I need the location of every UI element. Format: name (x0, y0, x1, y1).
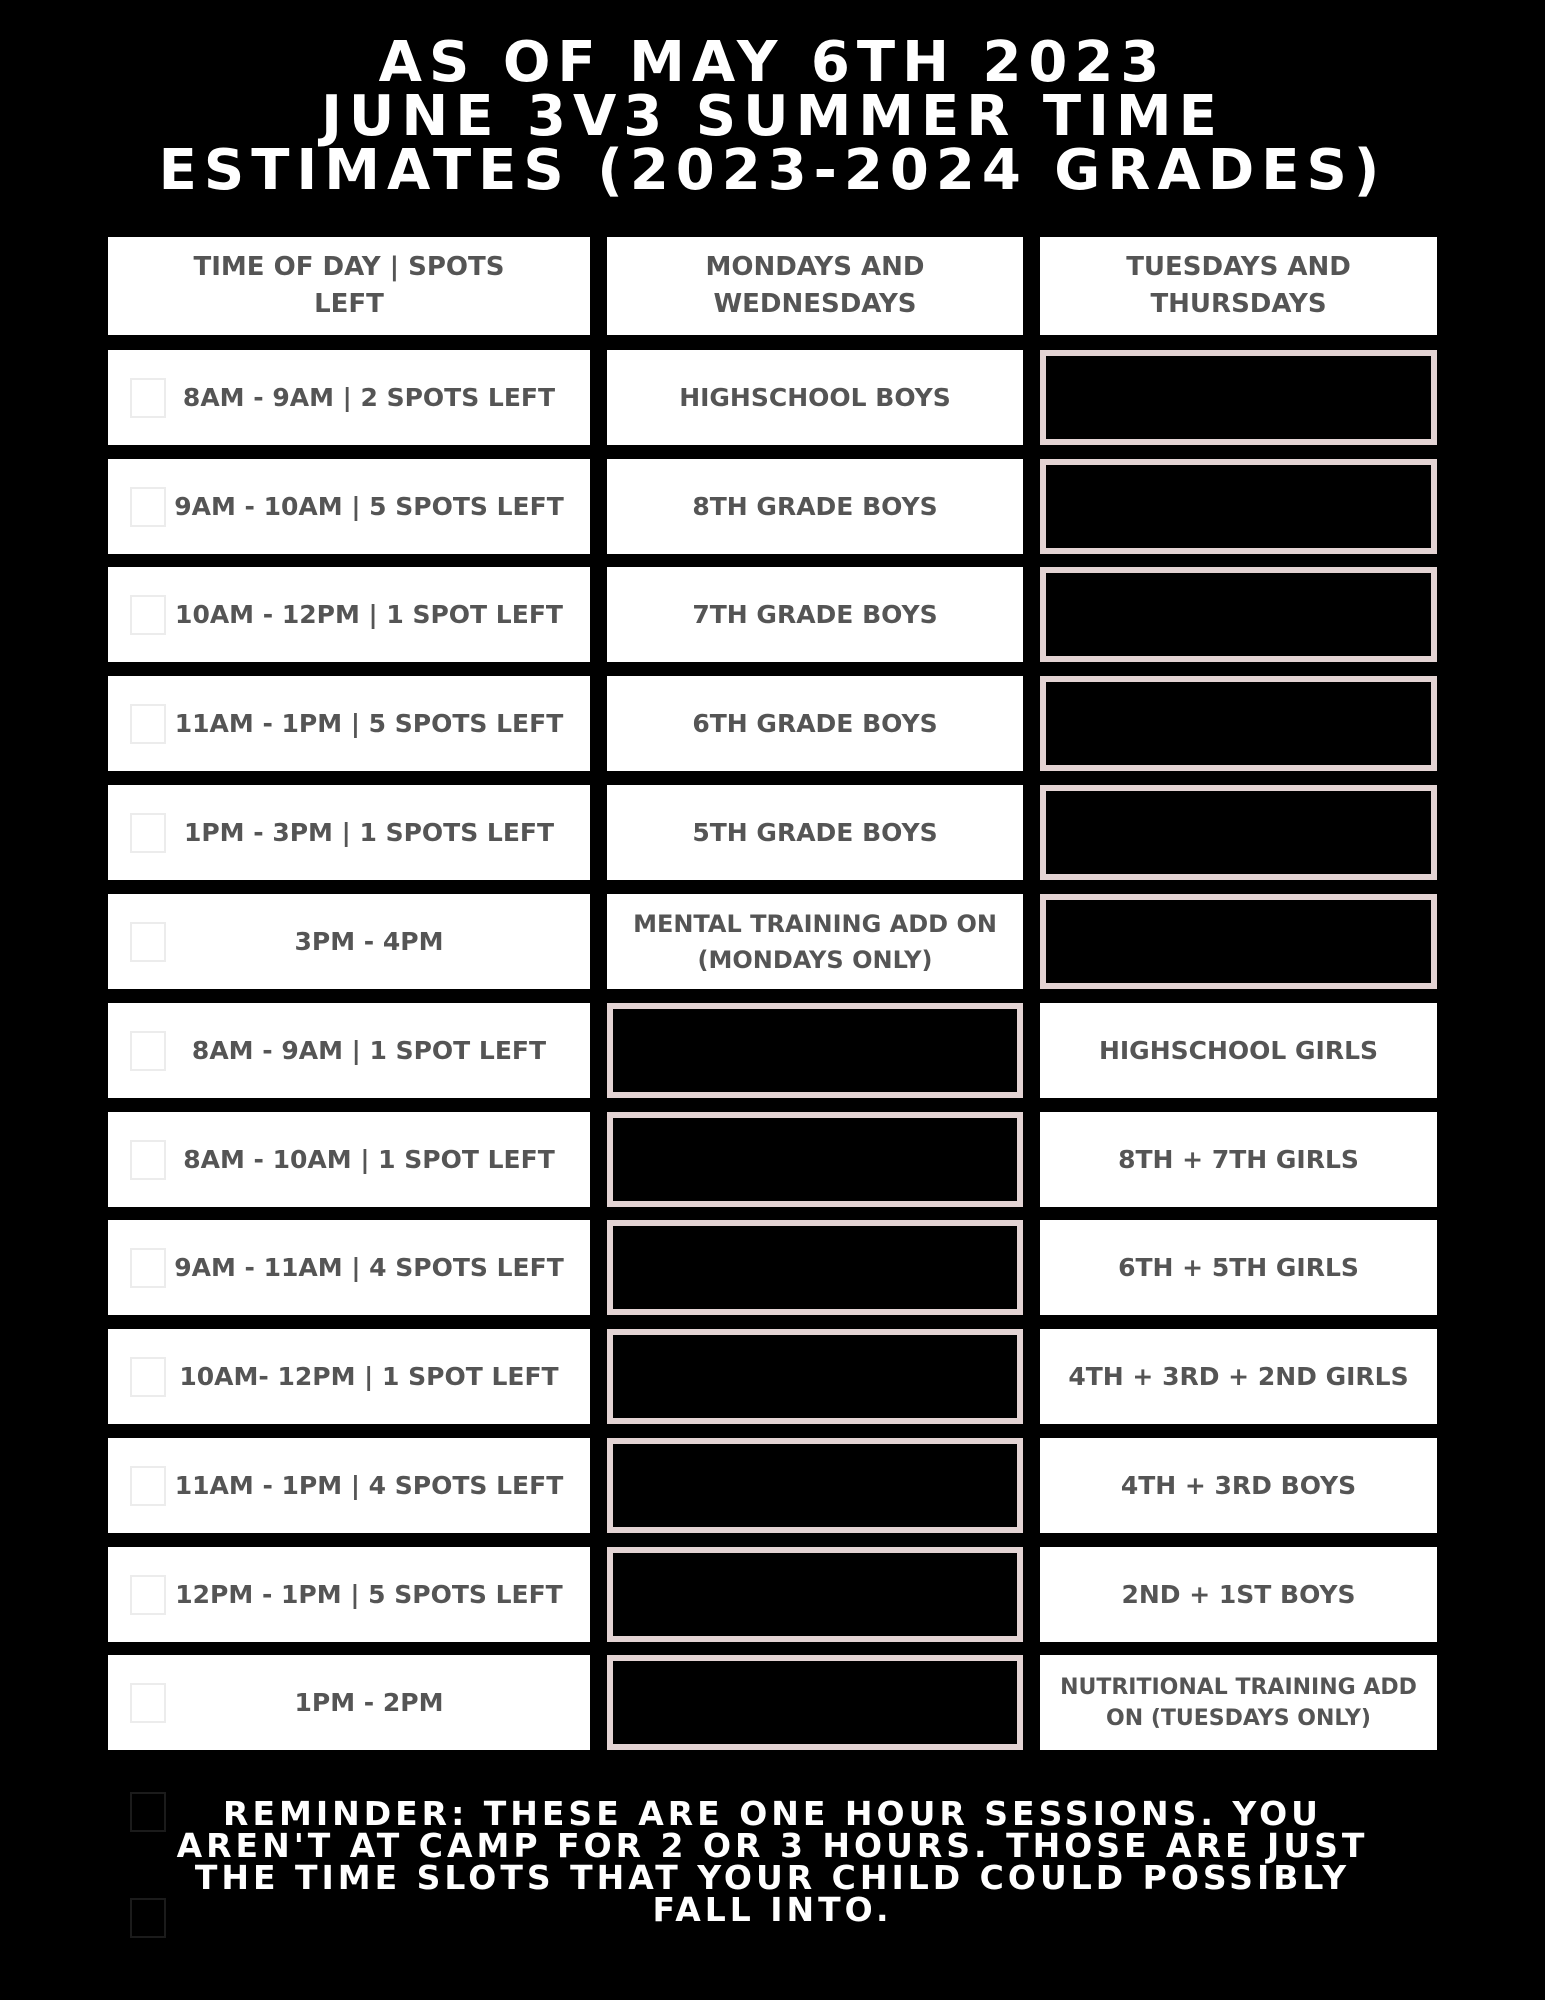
table-row-time[interactable] (108, 676, 590, 771)
tue-thu-session: 4TH + 3RD + 2ND GIRLS (1040, 1329, 1437, 1424)
mon-wed-empty-slot (607, 1112, 1023, 1207)
mon-wed-session: 8TH GRADE BOYS (607, 459, 1023, 554)
time-slot-label: 8AM - 9AM | 1 SPOT LEFT (191, 1036, 547, 1065)
time-slot-label: 9AM - 11AM | 4 SPOTS LEFT (174, 1253, 564, 1282)
table-row-time[interactable] (108, 459, 590, 554)
table-row-time[interactable] (108, 1220, 590, 1315)
mon-wed-session: 7TH GRADE BOYS (607, 567, 1023, 662)
header-mondays-wednesdays: MONDAYS AND WEDNESDAYS (607, 237, 1023, 335)
table-row-time[interactable] (108, 1547, 590, 1642)
time-slot-label: 8AM - 10AM | 1 SPOT LEFT (183, 1145, 555, 1174)
reminder-line-4: FALL INTO. (652, 1890, 893, 1929)
tue-thu-session: 2ND + 1ST BOYS (1040, 1547, 1437, 1642)
time-slot-label: 3PM - 4PM (294, 927, 444, 956)
mon-wed-empty-slot (607, 1329, 1023, 1424)
title-line-2: JUNE 3V3 SUMMER TIME (321, 84, 1224, 149)
table-row-time[interactable] (108, 1655, 590, 1750)
tue-thu-empty-slot (1040, 459, 1437, 554)
time-slot-checkbox[interactable] (130, 1140, 166, 1180)
reminder-line-1: REMINDER: THESE ARE ONE HOUR SESSIONS. YOU (223, 1794, 1322, 1833)
tue-thu-session: 4TH + 3RD BOYS (1040, 1438, 1437, 1533)
time-slot-label: 11AM - 1PM | 4 SPOTS LEFT (174, 1471, 564, 1500)
time-slot-label: 12PM - 1PM | 5 SPOTS LEFT (175, 1580, 563, 1609)
time-slot-label: 11AM - 1PM | 5 SPOTS LEFT (174, 709, 564, 738)
reminder-line-3: THE TIME SLOTS THAT YOUR CHILD COULD POSSIBLY (194, 1858, 1351, 1897)
time-slot-checkbox[interactable] (130, 704, 166, 744)
header-time-of-day: TIME OF DAY | SPOTS LEFT (108, 237, 590, 335)
tue-thu-session: 6TH + 5TH GIRLS (1040, 1220, 1437, 1315)
table-row-time[interactable] (108, 350, 590, 445)
mon-wed-empty-slot (607, 1438, 1023, 1533)
tue-thu-empty-slot (1040, 676, 1437, 771)
table-row-time[interactable] (108, 1112, 590, 1207)
time-slot-label: 8AM - 9AM | 2 SPOTS LEFT (182, 383, 556, 412)
time-slot-checkbox[interactable] (130, 813, 166, 853)
tue-thu-empty-slot (1040, 567, 1437, 662)
time-slot-label: 10AM - 12PM | 1 SPOT LEFT (175, 600, 563, 629)
tue-thu-empty-slot (1040, 894, 1437, 989)
time-slot-label: 1PM - 2PM (294, 1688, 444, 1717)
time-slot-checkbox[interactable] (130, 1031, 166, 1071)
table-row-time[interactable] (108, 1438, 590, 1533)
time-slot-checkbox[interactable] (130, 1466, 166, 1506)
time-slot-checkbox[interactable] (130, 1575, 166, 1615)
reminder-line-2: AREN'T AT CAMP FOR 2 OR 3 HOURS. THOSE ARE JUST (176, 1826, 1369, 1865)
mon-wed-session: MENTAL TRAINING ADD ON (MONDAYS ONLY) (607, 894, 1023, 989)
mon-wed-session: HIGHSCHOOL BOYS (607, 350, 1023, 445)
time-slot-label: 1PM - 3PM | 1 SPOTS LEFT (183, 818, 555, 847)
page-title (0, 30, 1545, 203)
mon-wed-session: 5TH GRADE BOYS (607, 785, 1023, 880)
header-tuesdays-thursdays: TUESDAYS AND THURSDAYS (1040, 237, 1437, 335)
time-slot-checkbox[interactable] (130, 1683, 166, 1723)
time-slot-label: 10AM- 12PM | 1 SPOT LEFT (179, 1362, 559, 1391)
tue-thu-session: 8TH + 7TH GIRLS (1040, 1112, 1437, 1207)
mon-wed-empty-slot (607, 1220, 1023, 1315)
time-slot-checkbox[interactable] (130, 595, 166, 635)
tue-thu-empty-slot (1040, 350, 1437, 445)
time-slot-label: 9AM - 10AM | 5 SPOTS LEFT (174, 492, 564, 521)
time-slot-checkbox[interactable] (130, 378, 166, 418)
reminder-note (140, 1794, 1405, 1929)
table-row-time[interactable] (108, 1329, 590, 1424)
time-slot-checkbox[interactable] (130, 922, 166, 962)
time-slot-checkbox[interactable] (130, 1248, 166, 1288)
table-row-time[interactable] (108, 567, 590, 662)
tue-thu-empty-slot (1040, 785, 1437, 880)
table-row-time[interactable] (108, 1003, 590, 1098)
time-slot-checkbox[interactable] (130, 1357, 166, 1397)
table-row-time[interactable] (108, 785, 590, 880)
table-row-time[interactable] (108, 894, 590, 989)
tue-thu-session: HIGHSCHOOL GIRLS (1040, 1003, 1437, 1098)
title-line-3: ESTIMATES (2023-2024 GRADES) (158, 138, 1387, 203)
mon-wed-session: 6TH GRADE BOYS (607, 676, 1023, 771)
time-slot-checkbox[interactable] (130, 487, 166, 527)
mon-wed-empty-slot (607, 1547, 1023, 1642)
tue-thu-session: NUTRITIONAL TRAINING ADD ON (TUESDAYS ONLY) (1040, 1655, 1437, 1750)
mon-wed-empty-slot (607, 1655, 1023, 1750)
mon-wed-empty-slot (607, 1003, 1023, 1098)
title-line-1: AS OF MAY 6TH 2023 (378, 30, 1167, 95)
